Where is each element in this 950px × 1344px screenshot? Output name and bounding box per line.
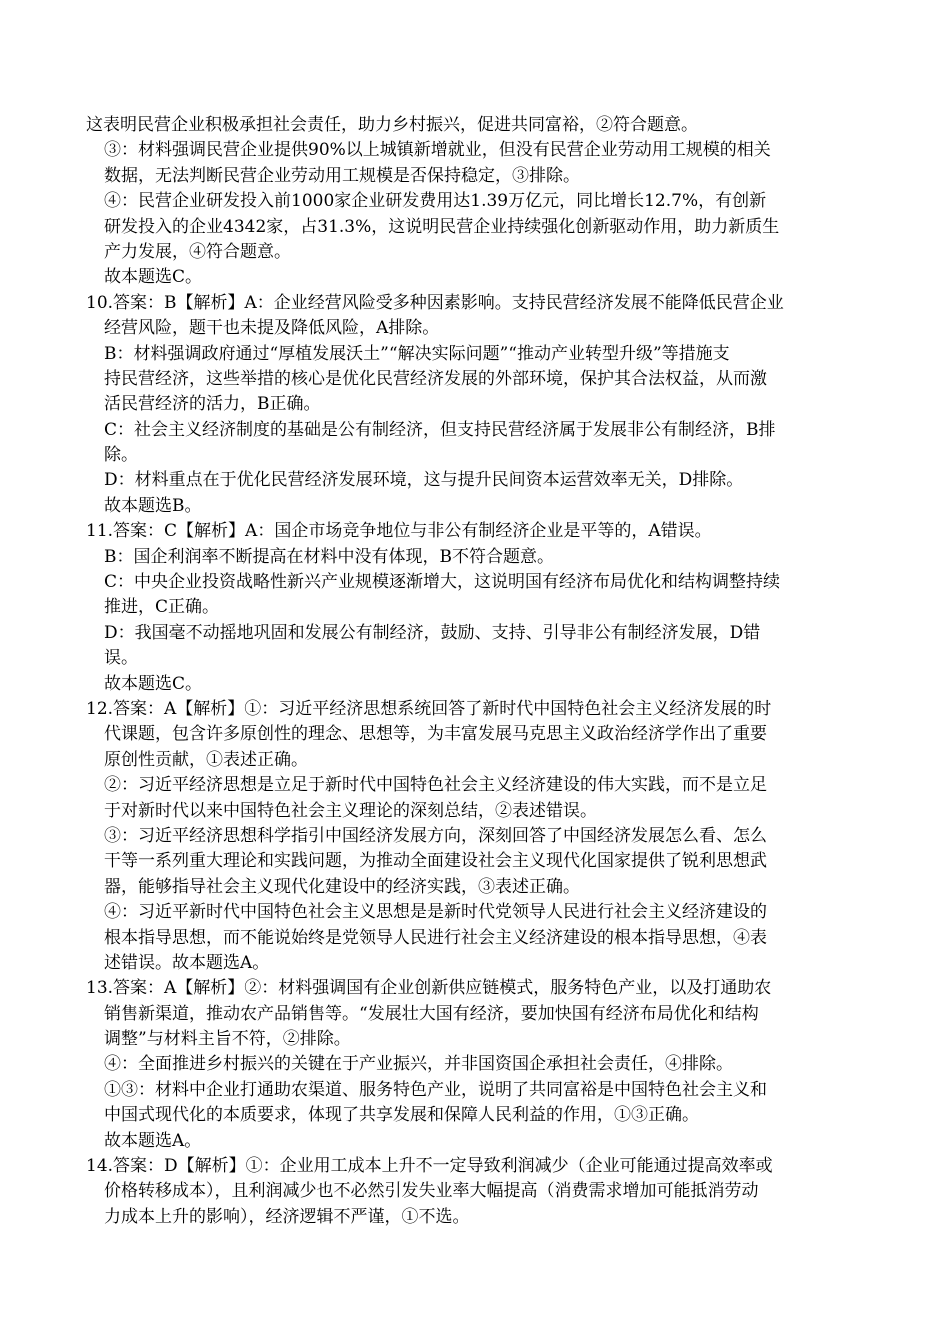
text-line: 故本题选A。 <box>104 1130 202 1151</box>
text-line: 代课题，包含许多原创性的理念、思想等，为丰富发展马克思主义政治经济学作出了重要 <box>104 724 767 745</box>
text-line: 于对新时代以来中国特色社会主义理论的深刻总结，②表述错误。 <box>104 800 597 821</box>
text-line: ①③：材料中企业打通助农渠道、服务特色产业，说明了共同富裕是中国特色社会主义和 <box>104 1079 767 1100</box>
text-line: 力成本上升的影响），经济逻辑不严谨，①不选。 <box>104 1206 470 1227</box>
text-line: ④：习近平新时代中国特色社会主义思想是是新时代党领导人民进行社会主义经济建设的 <box>104 902 767 923</box>
text-line: C：中央企业投资战略性新兴产业规模逐渐增大，这说明国有经济布局优化和结构调整持续 <box>104 572 781 593</box>
text-line: 除。 <box>104 445 138 466</box>
text-line: 误。 <box>104 648 138 669</box>
text-line: D：材料重点在于优化民营经济发展环境，这与提升民间资本运营效率无关，D排除。 <box>104 470 744 491</box>
text-line: 根本指导思想，而不能说始终是党领导人民进行社会主义经济建设的根本指导思想，④表 <box>104 927 767 948</box>
text-line: C：社会主义经济制度的基础是公有制经济，但支持民营经济属于发展非公有制经济，B排 <box>104 419 776 440</box>
text-line: 10.答案：B【解析】A：企业经营风险受多种因素影响。支持民营经济发展不能降低民营企业 <box>86 292 784 313</box>
text-line: 这表明民营企业积极承担社会责任，助力乡村振兴，促进共同富裕，②符合题意。 <box>86 115 698 135</box>
text-line: ③：习近平经济思想科学指引中国经济发展方向，深刻回答了中国经济发展怎么看、怎么 <box>104 825 767 846</box>
text-line: 原创性贡献，①表述正确。 <box>104 749 308 770</box>
text-line: 销售新渠道，推动农产品销售等。“发展壮大国有经济，要加快国有经济布局优化和结构 <box>104 1003 759 1024</box>
text-line: 推进，C正确。 <box>104 597 220 618</box>
answer-explanations <box>86 113 866 1230</box>
text-line: 故本题选C。 <box>104 673 203 694</box>
text-line: 研发投入的企业4342家，占31.3%，这说明民营企业持续强化创新驱动作用，助力新质生 <box>104 216 780 237</box>
text-line: 产力发展，④符合题意。 <box>104 241 291 262</box>
text-line: 器，能够指导社会主义现代化建设中的经济实践，③表述正确。 <box>104 876 580 897</box>
text-line: 12.答案：A【解析】①：习近平经济思想系统回答了新时代中国特色社会主义经济发展的时 <box>86 698 772 719</box>
text-line: 中国式现代化的本质要求，体现了共享发展和保障人民利益的作用，①③正确。 <box>104 1105 699 1126</box>
text-line: D：我国毫不动摇地巩固和发展公有制经济，鼓励、支持、引导非公有制经济发展，D错 <box>104 622 761 643</box>
text-line: ④：民营企业研发投入前1000家企业研发费用达1.39万亿元，同比增长12.7%，有创新 <box>104 191 767 212</box>
text-line: 述错误。故本题选A。 <box>104 952 270 973</box>
text-line: ③：材料强调民营企业提供90%以上城镇新增就业，但没有民营企业劳动用工规模的相关 <box>104 140 771 161</box>
text-line: 调整”与材料主旨不符，②排除。 <box>104 1029 351 1050</box>
text-line: 故本题选C。 <box>104 267 203 288</box>
text-line: 持民营经济，这些举措的核心是优化民营经济发展的外部环境，保护其合法权益，从而激 <box>104 368 767 389</box>
text-line: B：材料强调政府通过“厚植发展沃土”“解决实际问题”“推动产业转型升级”等措施支 <box>104 343 730 364</box>
text-line: ②：习近平经济思想是立足于新时代中国特色社会主义经济建设的伟大实践，而不是立足 <box>104 775 767 796</box>
text-line: 13.答案：A【解析】②：材料强调国有企业创新供应链模式，服务特色产业，以及打通助农 <box>86 978 772 999</box>
text-line: 故本题选B。 <box>104 495 202 516</box>
text-line: 活民营经济的活力，B正确。 <box>104 394 321 415</box>
text-line: 11.答案：C【解析】A：国企市场竞争地位与非公有制经济企业是平等的，A错误。 <box>86 521 712 542</box>
text-line: B：国企利润率不断提高在材料中没有体现，B不符合题意。 <box>104 546 554 567</box>
text-line: 14.答案：D【解析】①：企业用工成本上升不一定导致利润减少（企业可能通过提高效率或 <box>86 1156 773 1177</box>
text-line: 干等一系列重大理论和实践问题，为推动全面建设社会主义现代化国家提供了锐利思想武 <box>104 851 767 872</box>
text-line: 数据，无法判断民营企业劳动用工规模是否保持稳定，③排除。 <box>104 165 580 186</box>
text-line: 价格转移成本），且利润减少也不必然引发失业率大幅提高（消费需求增加可能抵消劳动 <box>104 1181 759 1202</box>
text-line: 经营风险，题干也未提及降低风险，A排除。 <box>104 318 440 339</box>
text-line: ④：全面推进乡村振兴的关键在于产业振兴，并非国资国企承担社会责任，④排除。 <box>104 1054 733 1075</box>
